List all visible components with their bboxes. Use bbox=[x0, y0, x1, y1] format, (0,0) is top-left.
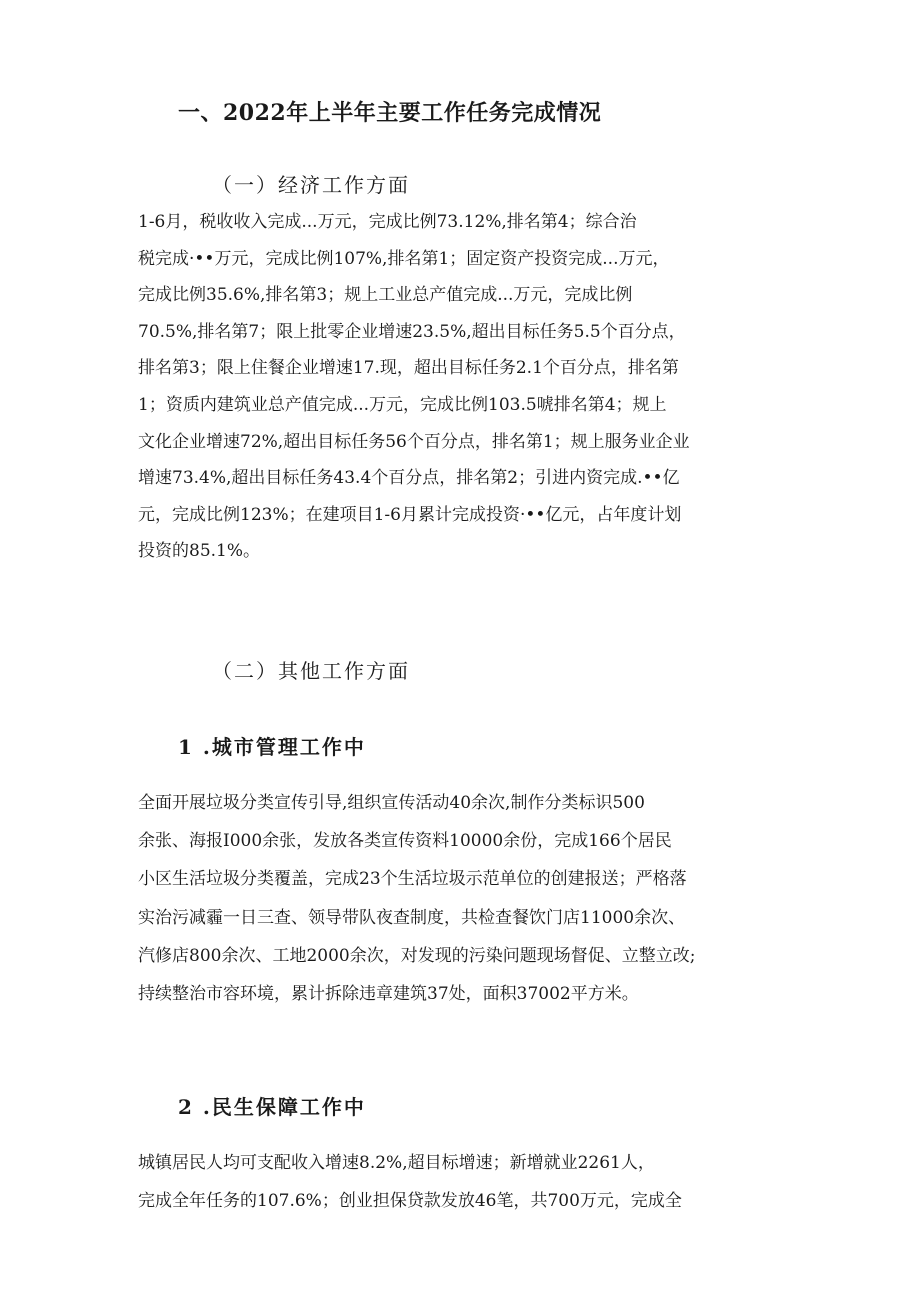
paragraph-line: 税完成·••万元，完成比例107%,排名第1；固定资产投资完成...万元， bbox=[138, 248, 670, 269]
paragraph-line: 增速73.4%,超出目标任务43.4个百分点，排名第2；引进内资完成.••亿 bbox=[138, 468, 680, 489]
paragraph-line: 持续整治市容环境，累计拆除违章建筑37处，面积37002平方米。 bbox=[138, 983, 639, 1004]
main-heading: 一、2022年上半年主要工作任务完成情况 bbox=[178, 100, 602, 126]
paragraph-line: 70.5%,排名第7；限上批零企业增速23.5%,超出目标任务5.5个百分点， bbox=[138, 321, 686, 342]
paragraph-line: 完成全年任务的107.6%；创业担保贷款发放46笔，共700万元，完成全 bbox=[138, 1191, 682, 1211]
paragraph-line: 全面开展垃圾分类宣传引导,组织宣传活动40余次,制作分类标识500 bbox=[138, 793, 645, 813]
paragraph-line: 元，完成比例123%；在建项目1-6月累计完成投资·••亿元，占年度计划 bbox=[138, 504, 682, 525]
paragraph-line: 余张、海报I000余张，发放各类宣传资料10000余份，完成166个居民 bbox=[138, 831, 672, 852]
paragraph-line: 投资的85.1%。 bbox=[138, 541, 261, 562]
paragraph-line: 小区生活垃圾分类覆盖，完成23个生活垃圾示范单位的创建报送；严格落 bbox=[138, 869, 687, 890]
paragraph-line: 汽修店800余次、工地2000余次，对发现的污染问题现场督促、立整立改; bbox=[138, 945, 696, 966]
livelihood-paragraph bbox=[138, 1144, 788, 1220]
paragraph-line: 完成比例35.6%,排名第3；规上工业总产值完成...万元，完成比例 bbox=[138, 285, 633, 306]
paragraph-line: 城镇居民人均可支配收入增速8.2%,超目标增速；新增就业2261人， bbox=[138, 1153, 655, 1173]
subsection-title-livelihood: 2 .民生保障工作中 bbox=[178, 1095, 366, 1119]
city-management-paragraph bbox=[138, 784, 788, 1013]
paragraph-line: 实治污减霾一日三查、领导带队夜查制度，共检查餐饮门店11000余次、 bbox=[138, 907, 686, 928]
economic-paragraph bbox=[138, 204, 788, 570]
paragraph-line: 文化企业增速72%,超出目标任务56个百分点，排名第1；规上服务业企业 bbox=[138, 431, 690, 452]
section-title-other: （二）其他工作方面 bbox=[212, 659, 410, 683]
section-title-economic: （一）经济工作方面 bbox=[212, 173, 410, 197]
paragraph-line: 排名第3；限上住餐企业增速17.现，超出目标任务2.1个百分点，排名第 bbox=[138, 358, 679, 379]
paragraph-line: 1-6月，税收收入完成...万元，完成比例73.12%,排名第4；综合治 bbox=[138, 212, 637, 232]
paragraph-line: 1；资质内建筑业总产值完成...万元，完成比例103.5唬排名第4；规上 bbox=[138, 394, 667, 415]
subsection-title-city-management: 1 .城市管理工作中 bbox=[178, 735, 366, 759]
